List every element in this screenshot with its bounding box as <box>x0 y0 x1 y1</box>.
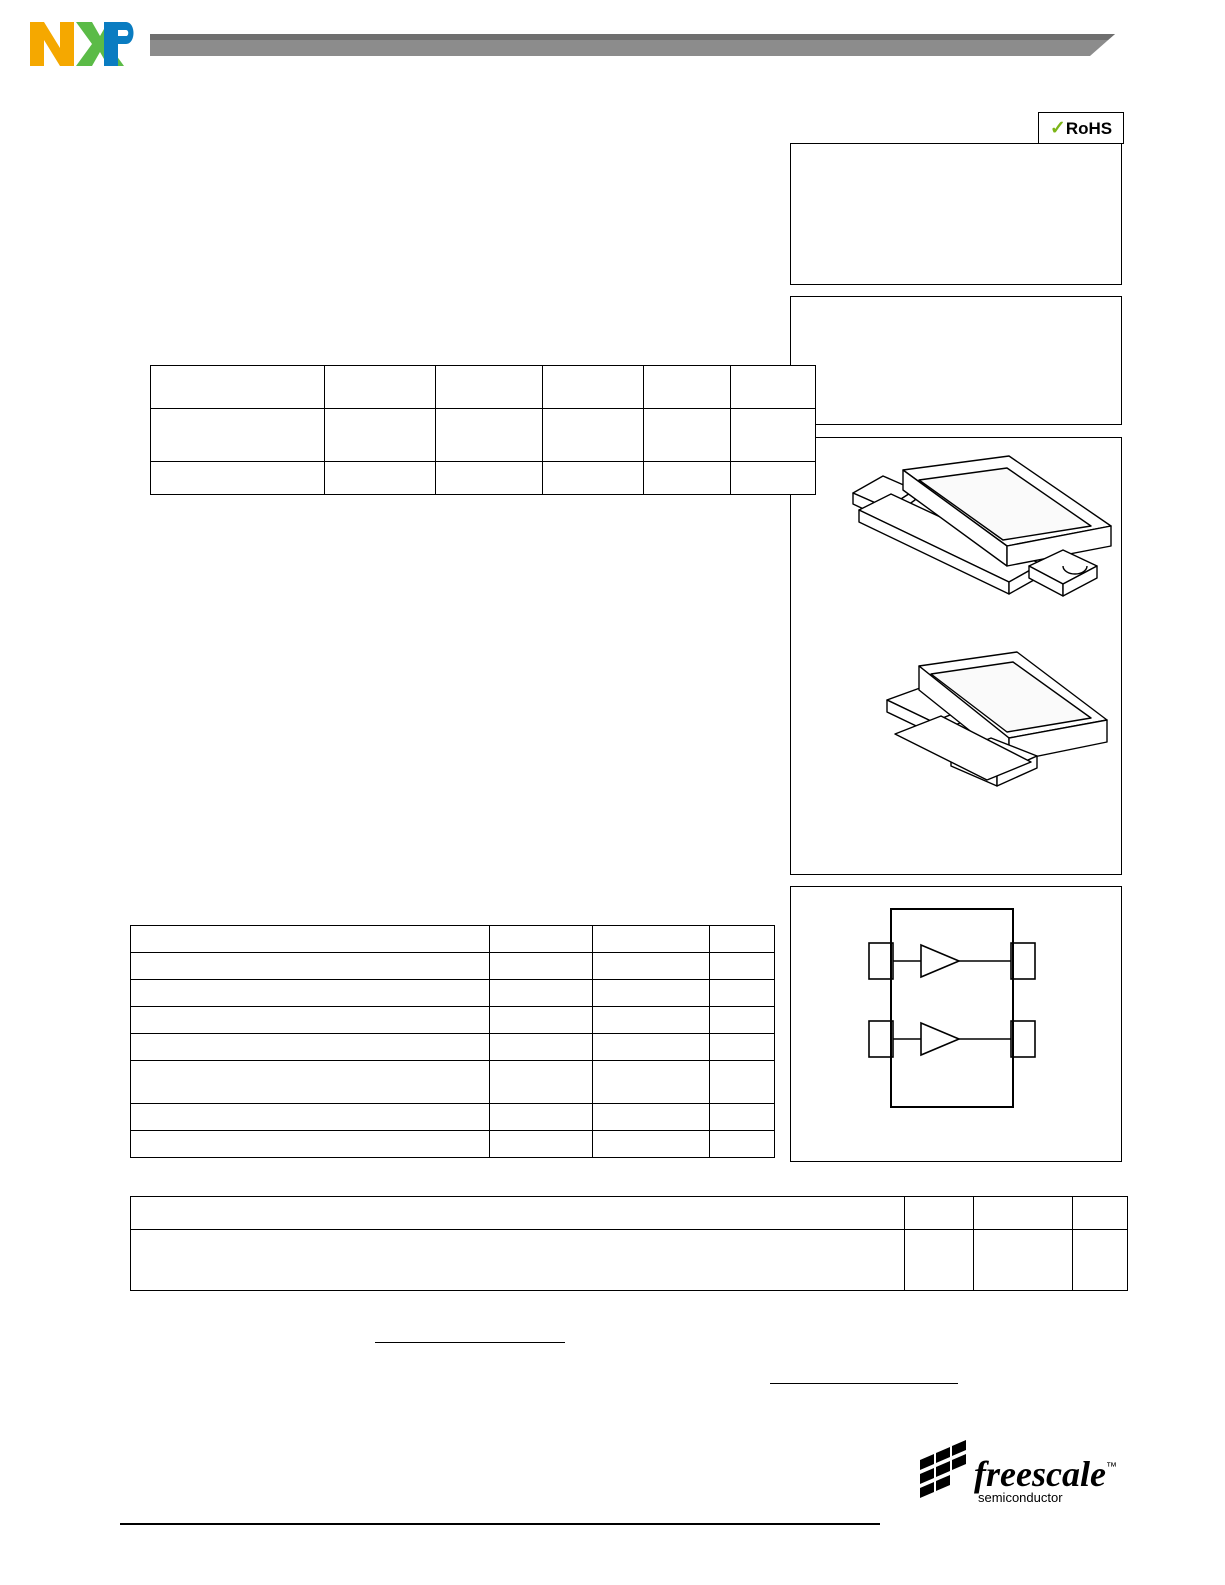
table-row <box>131 1007 775 1034</box>
cell <box>325 366 436 409</box>
table-row <box>131 1034 775 1061</box>
table-row <box>131 1131 775 1158</box>
cell <box>325 409 436 462</box>
table-row <box>131 953 775 980</box>
cell <box>593 980 710 1007</box>
cell <box>710 1061 775 1104</box>
thermal-characteristics-table <box>130 1196 1128 1291</box>
features-box <box>790 296 1122 425</box>
cell <box>131 1197 905 1230</box>
cell <box>131 1131 490 1158</box>
cell <box>490 1061 593 1104</box>
cell <box>905 1230 974 1291</box>
table-row <box>131 1061 775 1104</box>
cell <box>131 1007 490 1034</box>
cell <box>490 953 593 980</box>
cell <box>490 1007 593 1034</box>
cell <box>151 366 325 409</box>
rohs-badge <box>1038 112 1124 144</box>
cell <box>644 462 731 495</box>
cell <box>710 1131 775 1158</box>
cell <box>710 953 775 980</box>
cell <box>131 953 490 980</box>
cell <box>151 409 325 462</box>
cell <box>543 409 644 462</box>
cell <box>644 366 731 409</box>
cell <box>731 462 816 495</box>
cell <box>131 926 490 953</box>
cell <box>593 1131 710 1158</box>
svg-text:semiconductor: semiconductor <box>978 1490 1063 1505</box>
package-drawing-top <box>791 438 1121 874</box>
cell <box>905 1197 974 1230</box>
cell <box>490 980 593 1007</box>
cell <box>131 1104 490 1131</box>
cell <box>131 980 490 1007</box>
table-row <box>151 366 816 409</box>
cell <box>710 980 775 1007</box>
cell <box>731 409 816 462</box>
cell <box>490 926 593 953</box>
table-row <box>131 980 775 1007</box>
cell <box>436 462 543 495</box>
cell <box>131 1230 905 1291</box>
cell <box>593 1061 710 1104</box>
cell <box>710 1104 775 1131</box>
cell <box>543 366 644 409</box>
cell <box>974 1197 1073 1230</box>
maximum-ratings-table <box>130 925 775 1158</box>
cell <box>593 1007 710 1034</box>
header-accent-bar <box>150 34 1115 56</box>
cell <box>710 926 775 953</box>
rohs-check-icon: ✓ <box>1049 117 1066 139</box>
cell <box>593 926 710 953</box>
svg-text:™: ™ <box>1106 1461 1117 1473</box>
cell <box>593 1104 710 1131</box>
table-row <box>131 926 775 953</box>
cell <box>131 1061 490 1104</box>
cell <box>1073 1197 1128 1230</box>
table-row <box>131 1230 1128 1291</box>
cell <box>593 953 710 980</box>
package-image-box <box>790 437 1122 875</box>
cell <box>710 1034 775 1061</box>
cell <box>731 366 816 409</box>
cell <box>543 462 644 495</box>
cell <box>644 409 731 462</box>
cell <box>593 1034 710 1061</box>
footer-rule <box>120 1523 880 1525</box>
schematic-box <box>790 886 1122 1162</box>
nxp-logo <box>26 18 138 70</box>
cell <box>490 1034 593 1061</box>
footnote-rule-2 <box>770 1383 958 1384</box>
cell <box>131 1034 490 1061</box>
cell <box>325 462 436 495</box>
table-row <box>151 462 816 495</box>
rohs-label: RoHS <box>1065 118 1113 138</box>
cell <box>436 409 543 462</box>
cell <box>151 462 325 495</box>
table-row <box>151 409 816 462</box>
freescale-logo <box>918 1430 1118 1508</box>
cell <box>710 1007 775 1034</box>
table-row <box>131 1197 1128 1230</box>
cell <box>1073 1230 1128 1291</box>
cell <box>436 366 543 409</box>
cell <box>974 1230 1073 1291</box>
table-row <box>131 1104 775 1131</box>
footnote-rule-1 <box>375 1342 565 1343</box>
cell <box>490 1131 593 1158</box>
internal-schematic-diagram <box>791 887 1121 1161</box>
svg-text:freescale: freescale <box>974 1454 1106 1494</box>
cell <box>490 1104 593 1131</box>
characteristics-summary-table <box>150 365 816 495</box>
ordering-information-box <box>790 143 1122 285</box>
